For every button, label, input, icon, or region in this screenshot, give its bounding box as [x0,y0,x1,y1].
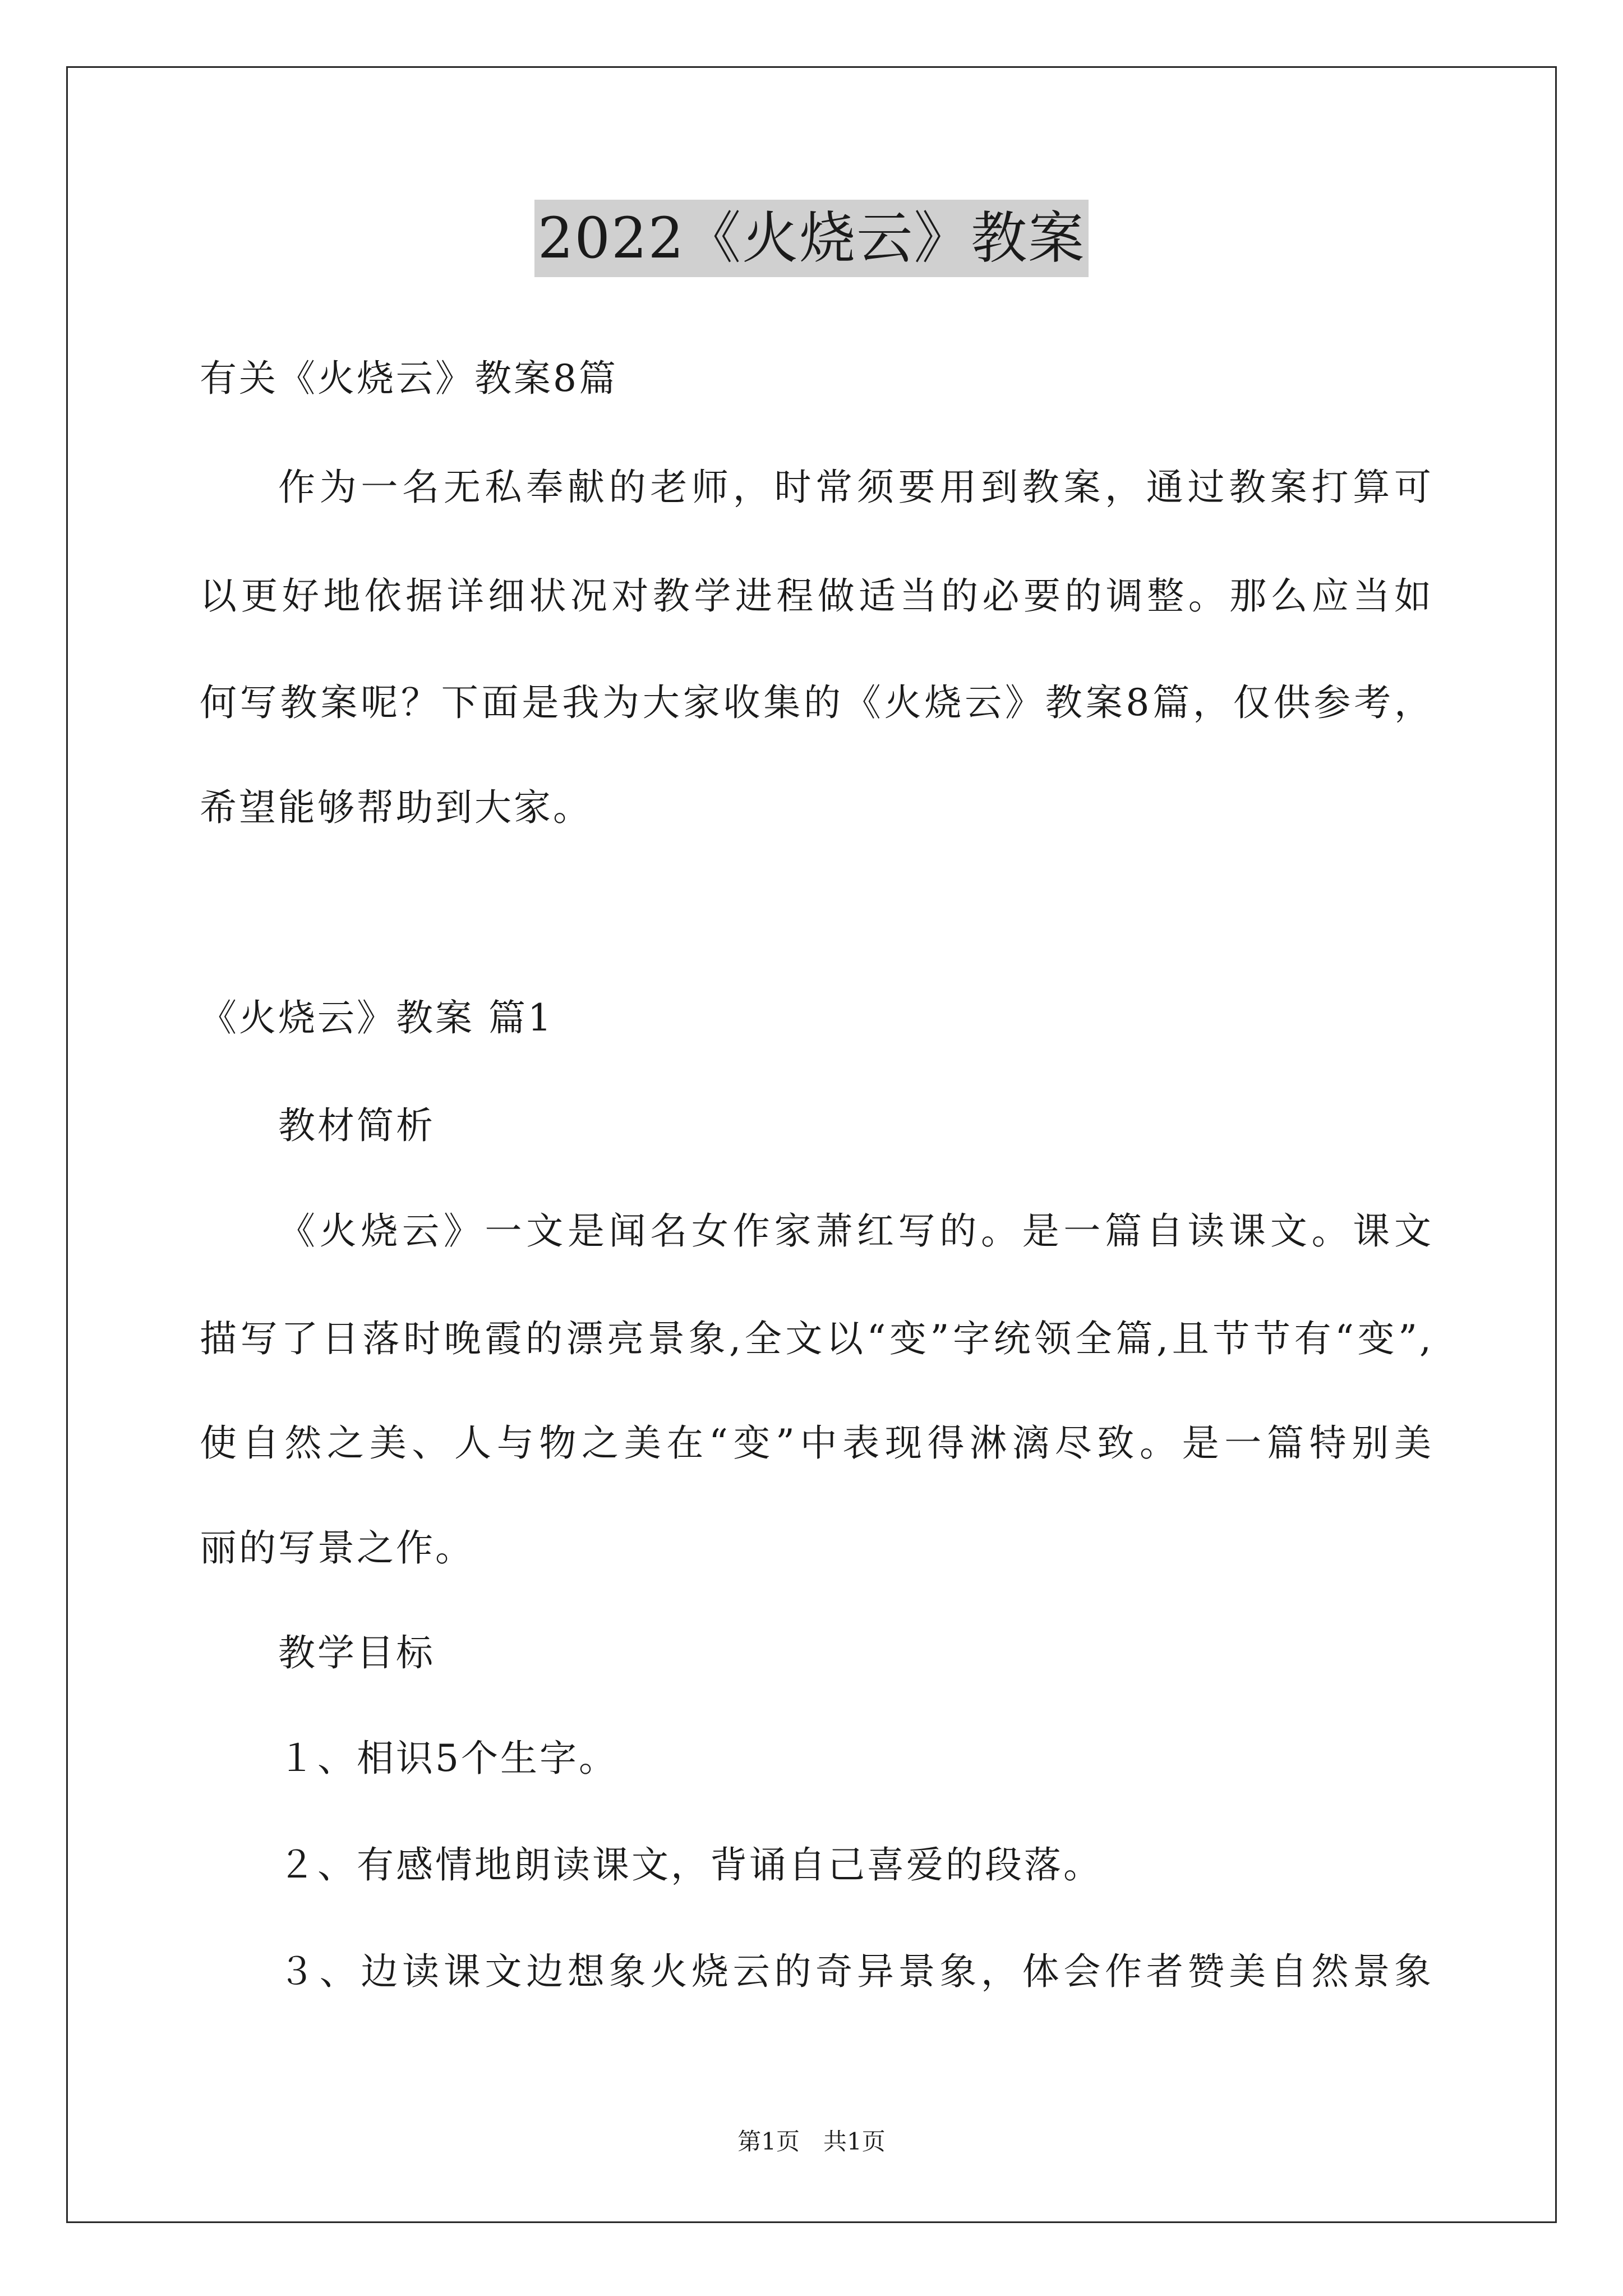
intro-line-1: 作为一名无私奉献的老师，时常须要用到教案，通过教案打算可 [278,466,1433,509]
material-line-1: 《火烧云》一文是闻名女作家萧红写的。是一篇自读课文。课文 [278,1209,1433,1253]
intro-line-4: 希望能够帮助到大家。 [200,786,592,829]
title-container [0,200,1623,277]
material-heading: 教材简析 [278,1104,435,1147]
page-footer: 第1页 共1页 [737,2128,886,2155]
material-line-2: 描写了日落时晚霞的漂亮景象,全文以“变”字统领全篇,且节节有“变”, [200,1317,1433,1360]
goal-item-3: ３、边读课文边想象火烧云的奇异景象，体会作者赞美自然景象 [278,1950,1433,1993]
subtitle: 有关《火烧云》教案8篇 [200,357,618,400]
goal-item-1: １、相识5个生字。 [278,1737,618,1780]
goal-item-2: ２、有感情地朗读课文，背诵自己喜爱的段落。 [278,1843,1103,1887]
material-line-4: 丽的写景之作。 [200,1526,474,1570]
material-line-3: 使自然之美、人与物之美在“变”中表现得淋漓尽致。是一篇特别美 [200,1421,1433,1465]
document-title: 2022《火烧云》教案 [534,200,1089,277]
intro-line-3: 何写教案呢？下面是我为大家收集的《火烧云》教案8篇，仅供参考， [200,681,1433,724]
section-heading: 《火烧云》教案 篇1 [200,996,554,1039]
goals-heading: 教学目标 [278,1631,435,1674]
intro-line-2: 以更好地依据详细状况对教学进程做适当的必要的调整。那么应当如 [200,574,1433,618]
